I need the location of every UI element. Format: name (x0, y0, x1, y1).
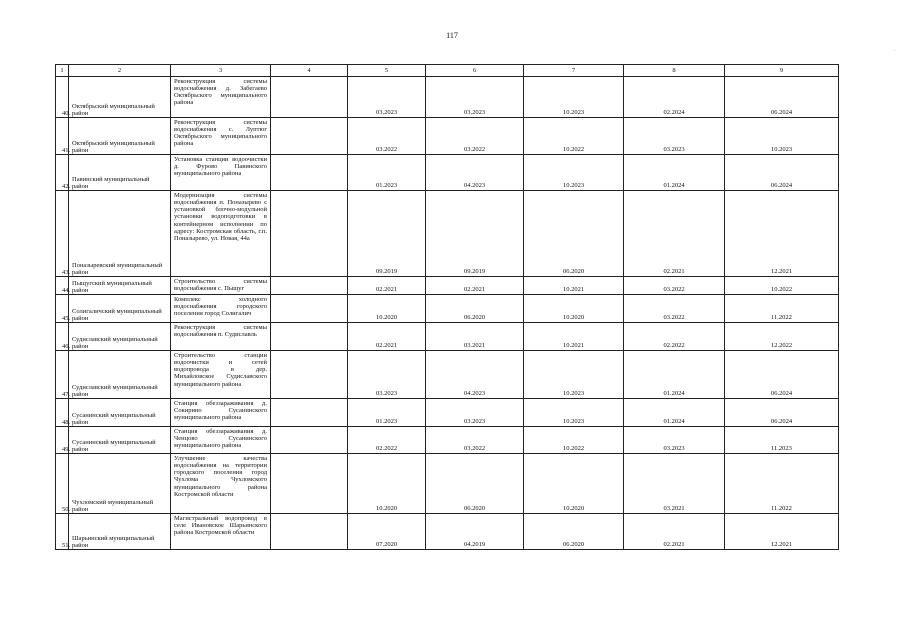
district-cell: Судиславский муниципальный район (69, 351, 171, 399)
table-row (56, 295, 839, 323)
object-cell: Установка станции водоочистки д. Фурово Павинского муниципального района (171, 155, 271, 191)
empty-cell (271, 118, 348, 155)
object-cell: Строительство станции водоочистки и сетей водопровода в дер. Михайловское Судиславского муниципального района (171, 351, 271, 399)
date-cell-9: 12.2022 (725, 323, 839, 351)
object-cell: Улучшение качества водоснабжения на территории городского поселения город Чухлома Чухломского муниципального района Костромской области (171, 454, 271, 514)
date-cell-6: 09.2019 (426, 191, 524, 277)
date-cell-6: 03.2022 (426, 118, 524, 155)
scan-mark: · (894, 48, 896, 54)
header-cell: 5 (348, 65, 426, 77)
date-cell-5: 03.2023 (348, 77, 426, 118)
empty-cell (271, 191, 348, 277)
header-cell: 7 (524, 65, 624, 77)
empty-cell (271, 351, 348, 399)
header-cell: 1 (56, 65, 69, 77)
date-cell-6: 03.2023 (426, 77, 524, 118)
row-number: 48. (56, 399, 69, 427)
date-cell-8: 02.2022 (624, 323, 725, 351)
date-cell-5: 07.2020 (348, 514, 426, 550)
empty-cell (271, 427, 348, 454)
row-number: 45. (56, 295, 69, 323)
district-cell: Октябрьский муниципальный район (69, 77, 171, 118)
date-cell-7: 10.2023 (524, 399, 624, 427)
date-cell-9: 11.2023 (725, 427, 839, 454)
row-number: 41. (56, 118, 69, 155)
header-cell: 4 (271, 65, 348, 77)
object-cell: Магистральный водопровод в селе Ивановское Шарьинского района Костромской области (171, 514, 271, 550)
schedule-table (55, 64, 839, 550)
date-cell-8: 01.2024 (624, 155, 725, 191)
object-cell: Реконструкция системы водоснабжения д. Забегаево Октябрьского муниципального района (171, 77, 271, 118)
empty-cell (271, 399, 348, 427)
table-row (56, 454, 839, 514)
date-cell-8: 03.2021 (624, 454, 725, 514)
table-row (56, 191, 839, 277)
table-row (56, 399, 839, 427)
date-cell-8: 03.2022 (624, 295, 725, 323)
date-cell-8: 02.2024 (624, 77, 725, 118)
date-cell-6: 03.2021 (426, 323, 524, 351)
district-cell: Павинский муниципальный район (69, 155, 171, 191)
row-number: 42. (56, 155, 69, 191)
date-cell-6: 06.2020 (426, 295, 524, 323)
date-cell-7: 10.2022 (524, 427, 624, 454)
district-cell: Пыщугский муниципальный район (69, 277, 171, 295)
date-cell-6: 06.2020 (426, 454, 524, 514)
empty-cell (271, 295, 348, 323)
empty-cell (271, 323, 348, 351)
object-cell: Модернизация системы водоснабжения п. Поназырево с установкой блочно-модульной установки водоподготовки в контейнерном исполнении по адресу: Костромская область, г.п. Поназырево, ул. Новая, 44а (171, 191, 271, 277)
date-cell-9: 12.2021 (725, 191, 839, 277)
object-cell: Станция обеззараживания д. Сокирино Сусанинского муниципального района (171, 399, 271, 427)
date-cell-9: 11.2022 (725, 295, 839, 323)
date-cell-9: 11.2022 (725, 454, 839, 514)
district-cell: Чухломский муниципальный район (69, 454, 171, 514)
district-cell: Сусанинский муниципальный район (69, 427, 171, 454)
date-cell-5: 01.2023 (348, 155, 426, 191)
district-cell: Судиславский муниципальный район (69, 323, 171, 351)
date-cell-9: 12.2021 (725, 514, 839, 550)
object-cell: Реконструкция системы водоснабжения с. Луптюг Октябрьского муниципального района (171, 118, 271, 155)
date-cell-5: 02.2021 (348, 323, 426, 351)
district-cell: Сусанинский муниципальный район (69, 399, 171, 427)
header-row (56, 65, 839, 77)
row-number: 49. (56, 427, 69, 454)
date-cell-9: 06.2024 (725, 77, 839, 118)
row-number: 40. (56, 77, 69, 118)
district-cell: Шарьинский муниципальный район (69, 514, 171, 550)
date-cell-7: 10.2023 (524, 155, 624, 191)
empty-cell (271, 77, 348, 118)
object-cell: Строительство системы водоснабжения с. Пыщуг (171, 277, 271, 295)
district-cell: Солигаличский муниципальный район (69, 295, 171, 323)
row-number: 46. (56, 323, 69, 351)
empty-cell (271, 514, 348, 550)
date-cell-7: 06.2020 (524, 514, 624, 550)
row-number: 50. (56, 454, 69, 514)
date-cell-7: 10.2023 (524, 351, 624, 399)
object-cell: Комплекс холодного водоснабжения городского поселения город Солигалич (171, 295, 271, 323)
district-cell: Октябрьский муниципальный район (69, 118, 171, 155)
date-cell-7: 10.2022 (524, 118, 624, 155)
date-cell-6: 03.2023 (426, 399, 524, 427)
date-cell-8: 03.2023 (624, 118, 725, 155)
date-cell-9: 06.2024 (725, 399, 839, 427)
table-row (56, 427, 839, 454)
date-cell-5: 09.2019 (348, 191, 426, 277)
date-cell-8: 02.2021 (624, 191, 725, 277)
table-row (56, 155, 839, 191)
header-cell: 6 (426, 65, 524, 77)
date-cell-9: 06.2024 (725, 155, 839, 191)
date-cell-7: 06.2020 (524, 191, 624, 277)
date-cell-6: 02.2021 (426, 277, 524, 295)
header-cell: 2 (69, 65, 171, 77)
date-cell-5: 03.2023 (348, 351, 426, 399)
date-cell-7: 10.2021 (524, 277, 624, 295)
row-number: 43. (56, 191, 69, 277)
header-cell: 8 (624, 65, 725, 77)
date-cell-6: 04.2023 (426, 155, 524, 191)
date-cell-8: 03.2022 (624, 277, 725, 295)
date-cell-9: 06.2024 (725, 351, 839, 399)
table-row (56, 323, 839, 351)
date-cell-6: 04.2019 (426, 514, 524, 550)
date-cell-8: 02.2021 (624, 514, 725, 550)
date-cell-5: 10.2020 (348, 454, 426, 514)
object-cell: Реконструкция системы водоснабжения п. Судиславль (171, 323, 271, 351)
date-cell-9: 10.2022 (725, 277, 839, 295)
date-cell-5: 02.2021 (348, 277, 426, 295)
object-cell: Станция обеззараживания д. Ченцово Сусанинского муниципального района (171, 427, 271, 454)
table-row (56, 277, 839, 295)
date-cell-6: 03.2022 (426, 427, 524, 454)
header-cell: 9 (725, 65, 839, 77)
date-cell-5: 03.2022 (348, 118, 426, 155)
date-cell-7: 10.2021 (524, 323, 624, 351)
table-row (56, 514, 839, 550)
row-number: 47. (56, 351, 69, 399)
date-cell-7: 10.2020 (524, 454, 624, 514)
date-cell-9: 10.2023 (725, 118, 839, 155)
district-cell: Поназыревский муниципальный район (69, 191, 171, 277)
date-cell-7: 10.2020 (524, 295, 624, 323)
row-number: 51. (56, 514, 69, 550)
table-row (56, 118, 839, 155)
date-cell-7: 10.2023 (524, 77, 624, 118)
table-row (56, 351, 839, 399)
date-cell-5: 01.2023 (348, 399, 426, 427)
row-number: 44. (56, 277, 69, 295)
date-cell-8: 03.2023 (624, 427, 725, 454)
empty-cell (271, 155, 348, 191)
table-row (56, 77, 839, 118)
date-cell-8: 01.2024 (624, 399, 725, 427)
date-cell-6: 04.2023 (426, 351, 524, 399)
empty-cell (271, 454, 348, 514)
header-cell: 3 (171, 65, 271, 77)
page-number: 117 (446, 31, 458, 40)
date-cell-5: 02.2022 (348, 427, 426, 454)
date-cell-5: 10.2020 (348, 295, 426, 323)
date-cell-8: 01.2024 (624, 351, 725, 399)
empty-cell (271, 277, 348, 295)
